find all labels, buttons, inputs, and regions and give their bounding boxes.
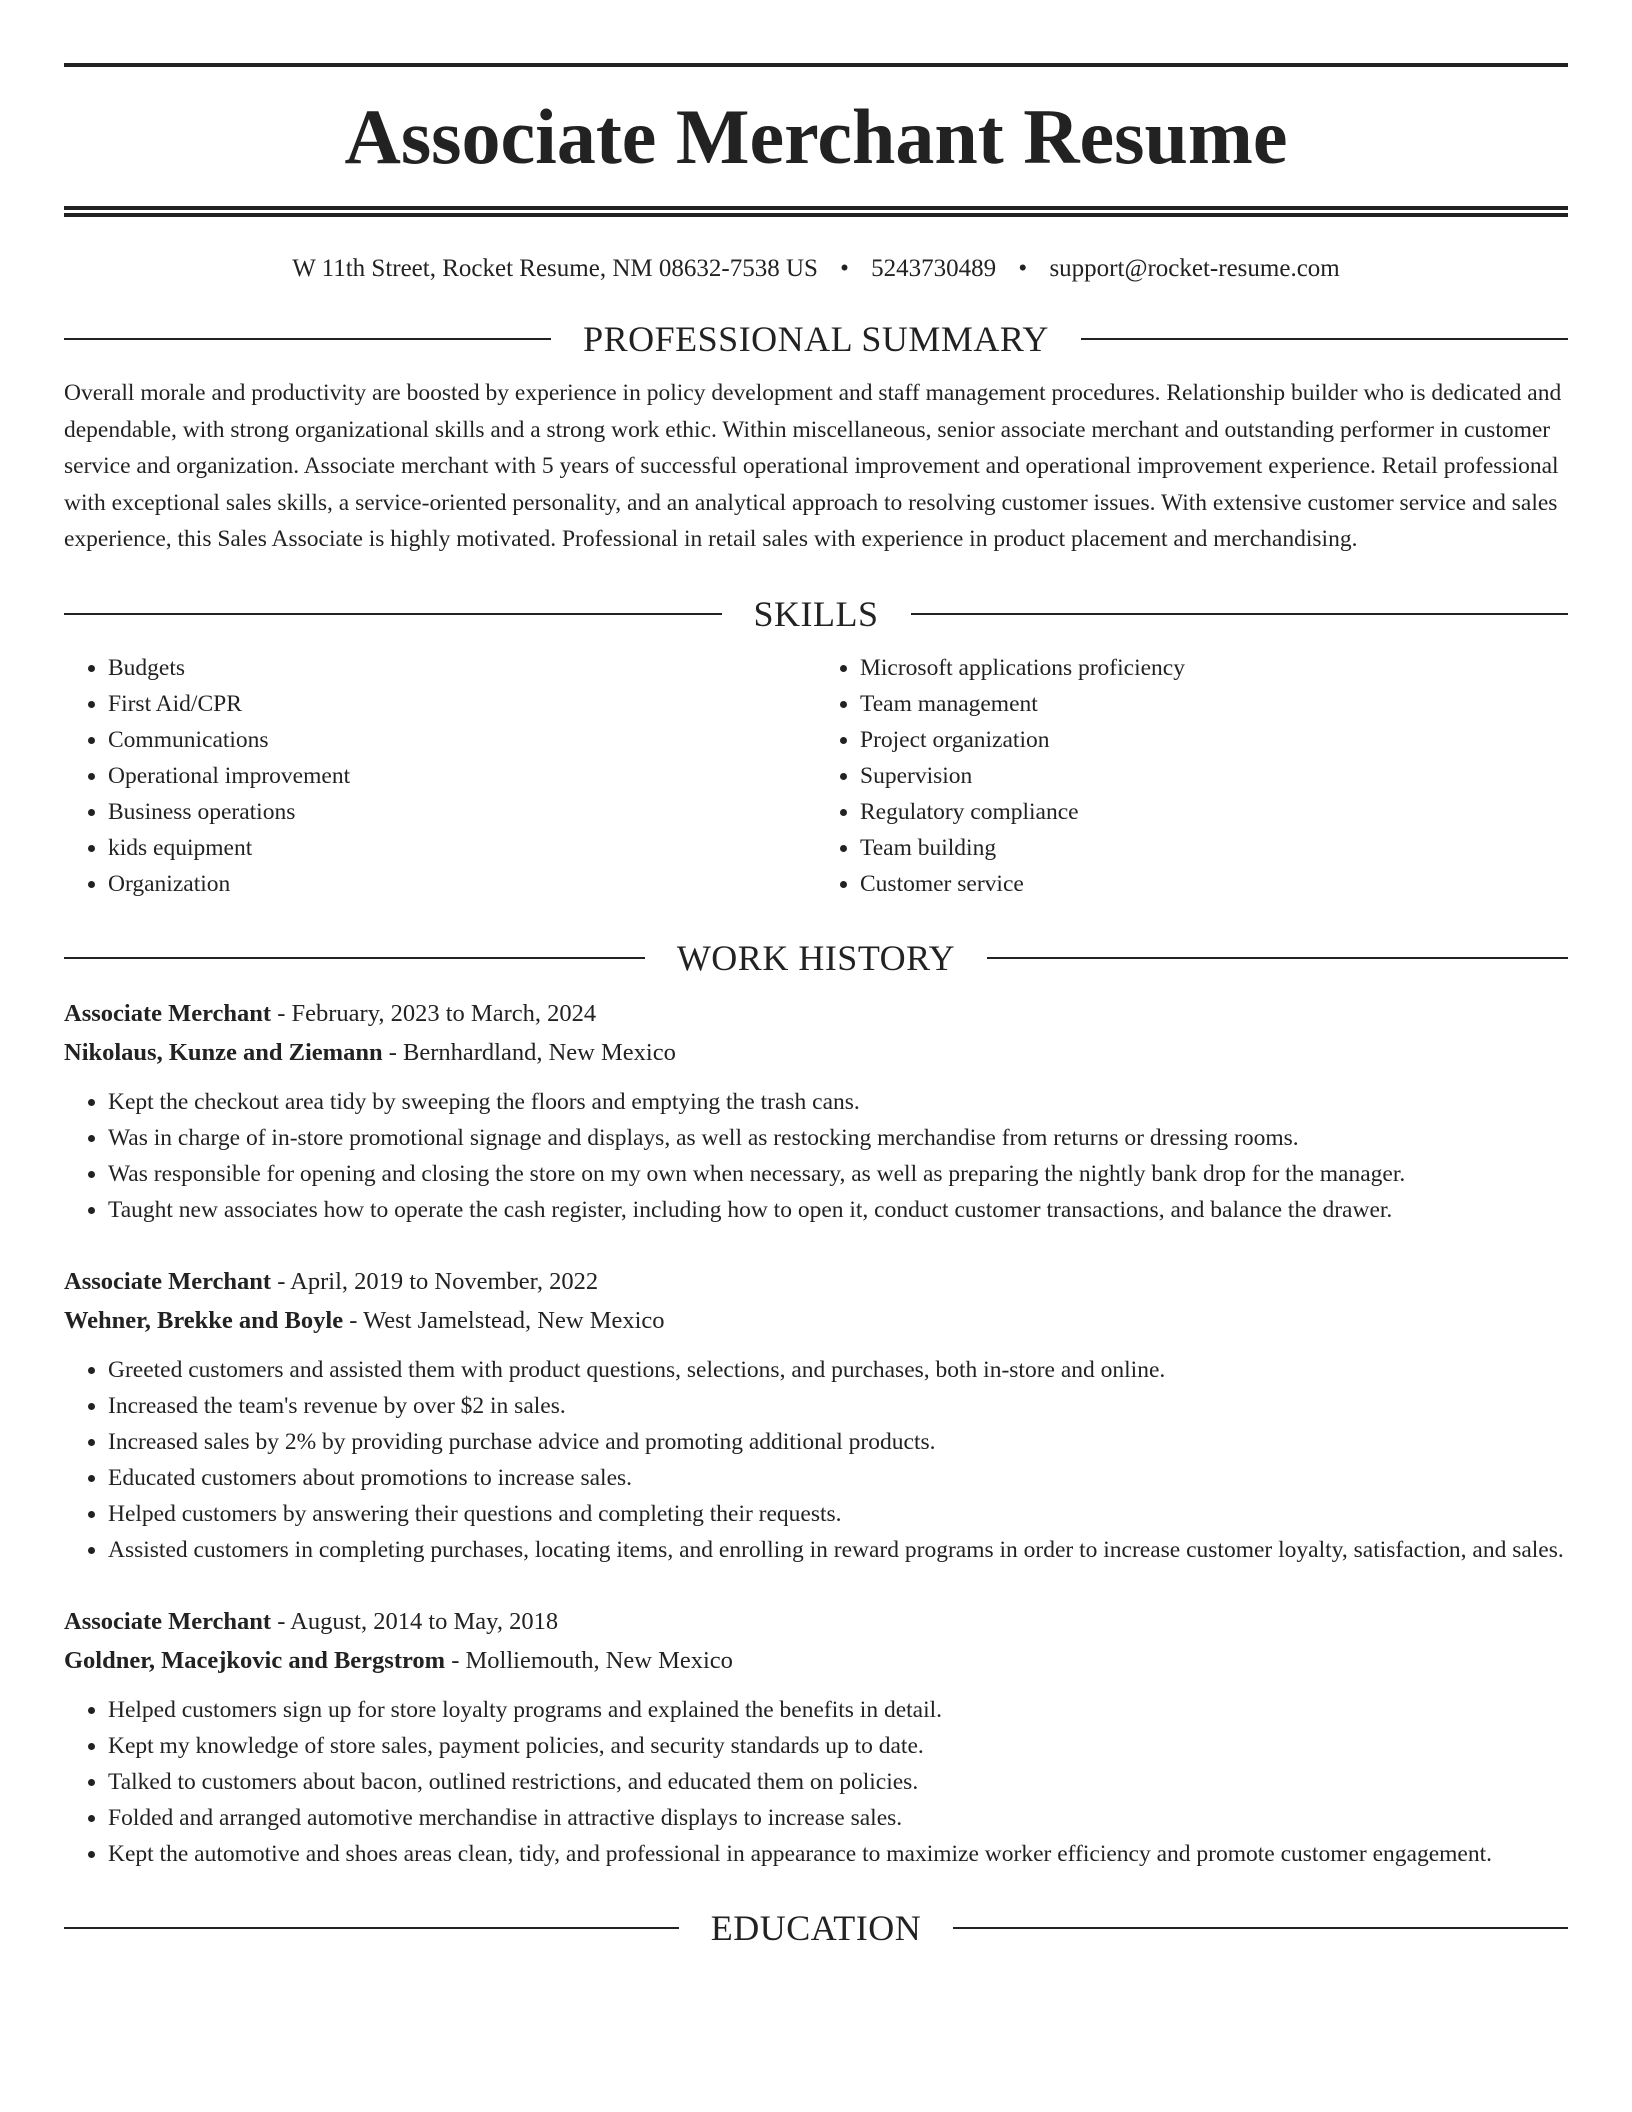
job-role: Associate Merchant	[64, 1607, 272, 1635]
job-bullet: • Kept the checkout area tidy by sweeping the floors and emptying the trash cans.	[108, 1084, 1568, 1120]
heading-rule	[64, 613, 722, 615]
skill-item: • Budgets	[108, 650, 816, 686]
job-bullet: • Greeted customers and assisted them with product questions, selections, and purchases, both in-store and online.	[108, 1352, 1568, 1388]
heading-rule	[64, 957, 645, 959]
job-location: Bernhardland, New Mexico	[403, 1038, 676, 1066]
heading-rule	[911, 613, 1569, 615]
heading-rule	[953, 1927, 1568, 1929]
skills-column-left	[64, 650, 816, 902]
skill-item: • Organization	[108, 866, 816, 902]
skills-list	[64, 650, 1568, 902]
job-company-line	[64, 1301, 1568, 1340]
skill-item: • Team management	[860, 686, 1568, 722]
job-bullets	[64, 1084, 1568, 1228]
dash: -	[388, 1038, 397, 1066]
job-bullet: • Taught new associates how to operate the cash register, including how to open it, conduct customer transactions, and balance the drawer.	[108, 1192, 1568, 1228]
job-bullet: • Increased the team's revenue by over $2 in sales.	[108, 1388, 1568, 1424]
skill-item: • Customer service	[860, 866, 1568, 902]
job-title-line	[64, 994, 1568, 1033]
dash: -	[277, 999, 286, 1027]
job-bullets	[64, 1352, 1568, 1568]
job-entry	[64, 994, 1568, 1228]
heading-rule	[987, 957, 1568, 959]
job-location: West Jamelstead, New Mexico	[363, 1306, 665, 1334]
job-company: Nikolaus, Kunze and Ziemann	[64, 1038, 383, 1066]
contact-separator: •	[840, 255, 849, 282]
section-title: PROFESSIONAL SUMMARY	[583, 319, 1049, 359]
job-title-line	[64, 1602, 1568, 1641]
job-bullet: • Educated customers about promotions to increase sales.	[108, 1460, 1568, 1496]
skill-item: • Communications	[108, 722, 816, 758]
heading-rule	[1081, 338, 1568, 340]
section-heading-skills	[64, 593, 1568, 634]
skill-item: • Supervision	[860, 758, 1568, 794]
job-bullet: • Increased sales by 2% by providing purchase advice and promoting additional products.	[108, 1424, 1568, 1460]
skill-item: • Project organization	[860, 722, 1568, 758]
job-bullet: • Helped customers by answering their questions and completing their requests.	[108, 1496, 1568, 1532]
contact-phone: 5243730489	[871, 255, 997, 282]
section-title: SKILLS	[753, 593, 879, 634]
job-bullets	[64, 1692, 1568, 1872]
dash: -	[277, 1607, 286, 1635]
section-heading-summary	[64, 321, 1568, 357]
job-dates: August, 2014 to May, 2018	[290, 1607, 559, 1635]
title-double-rule	[64, 206, 1568, 217]
job-role: Associate Merchant	[64, 999, 272, 1027]
skill-item: • Team building	[860, 830, 1568, 866]
contact-address: W 11th Street, Rocket Resume, NM 08632-7538 US	[292, 255, 818, 282]
skill-item: • Microsoft applications proficiency	[860, 650, 1568, 686]
top-rule	[64, 63, 1568, 67]
job-company: Wehner, Brekke and Boyle	[64, 1306, 344, 1334]
job-bullet: • Assisted customers in completing purchases, locating items, and enrolling in reward programs in order to increase customer loyalty, satisfaction, and sales.	[108, 1532, 1568, 1568]
skill-item: • kids equipment	[108, 830, 816, 866]
dash: -	[349, 1306, 358, 1334]
job-bullet: • Was in charge of in-store promotional signage and displays, as well as restocking merchandise from returns or dressing rooms.	[108, 1120, 1568, 1156]
job-title-line	[64, 1262, 1568, 1301]
job-bullet: • Talked to customers about bacon, outlined restrictions, and educated them on policies.	[108, 1764, 1568, 1800]
job-bullet: • Folded and arranged automotive merchandise in attractive displays to increase sales.	[108, 1800, 1568, 1836]
contact-line	[64, 255, 1568, 283]
job-dates: February, 2023 to March, 2024	[291, 999, 597, 1027]
job-bullet: • Was responsible for opening and closing the store on my own when necessary, as well as preparing the nightly bank drop for the manager.	[108, 1156, 1568, 1192]
section-heading-education	[64, 1907, 1568, 1948]
job-bullet: • Kept my knowledge of store sales, payment policies, and security standards up to date.	[108, 1728, 1568, 1764]
contact-email: support@rocket-resume.com	[1049, 255, 1340, 282]
heading-rule	[64, 1927, 679, 1929]
job-dates: April, 2019 to November, 2022	[290, 1267, 599, 1295]
job-location: Molliemouth, New Mexico	[465, 1646, 733, 1674]
job-company-line	[64, 1641, 1568, 1680]
job-company: Goldner, Macejkovic and Bergstrom	[64, 1646, 446, 1674]
skill-item: • First Aid/CPR	[108, 686, 816, 722]
contact-separator: •	[1018, 255, 1028, 282]
summary-paragraph: Overall morale and productivity are boosted by experience in policy development and staff management procedures. Relationship builder who is dedicated and dependable, with strong organizational skills and a strong work ethic. Within miscellaneous, senior associate merchant and outstanding performer in customer service and organization. Associate merchant with 5 years of successful operational improvement and operational improvement experience. Retail professional with exceptional sales skills, a service-oriented personality, and an analytical approach to resolving customer issues. With extensive customer service and sales experience, this Sales Associate is highly motivated. Professional in retail sales with experience in product placement and merchandising.	[64, 380, 1562, 552]
job-entry	[64, 1602, 1568, 1872]
job-role: Associate Merchant	[64, 1267, 272, 1295]
skills-column-right	[816, 650, 1568, 902]
skill-item: • Operational improvement	[108, 758, 816, 794]
job-company-line	[64, 1033, 1568, 1072]
job-entry	[64, 1262, 1568, 1568]
section-title: WORK HISTORY	[676, 937, 956, 978]
skill-item: • Regulatory compliance	[860, 794, 1568, 830]
job-bullet: • Helped customers sign up for store loyalty programs and explained the benefits in detail.	[108, 1692, 1568, 1728]
skill-item: • Business operations	[108, 794, 816, 830]
job-bullet: • Kept the automotive and shoes areas clean, tidy, and professional in appearance to maximize worker efficiency and promote customer engagement.	[108, 1836, 1568, 1872]
dash: -	[451, 1646, 460, 1674]
resume-title: Associate Merchant Resume	[344, 93, 1288, 180]
section-heading-work	[64, 937, 1568, 978]
dash: -	[277, 1267, 286, 1295]
heading-rule	[64, 338, 551, 340]
section-title: EDUCATION	[710, 1907, 922, 1948]
